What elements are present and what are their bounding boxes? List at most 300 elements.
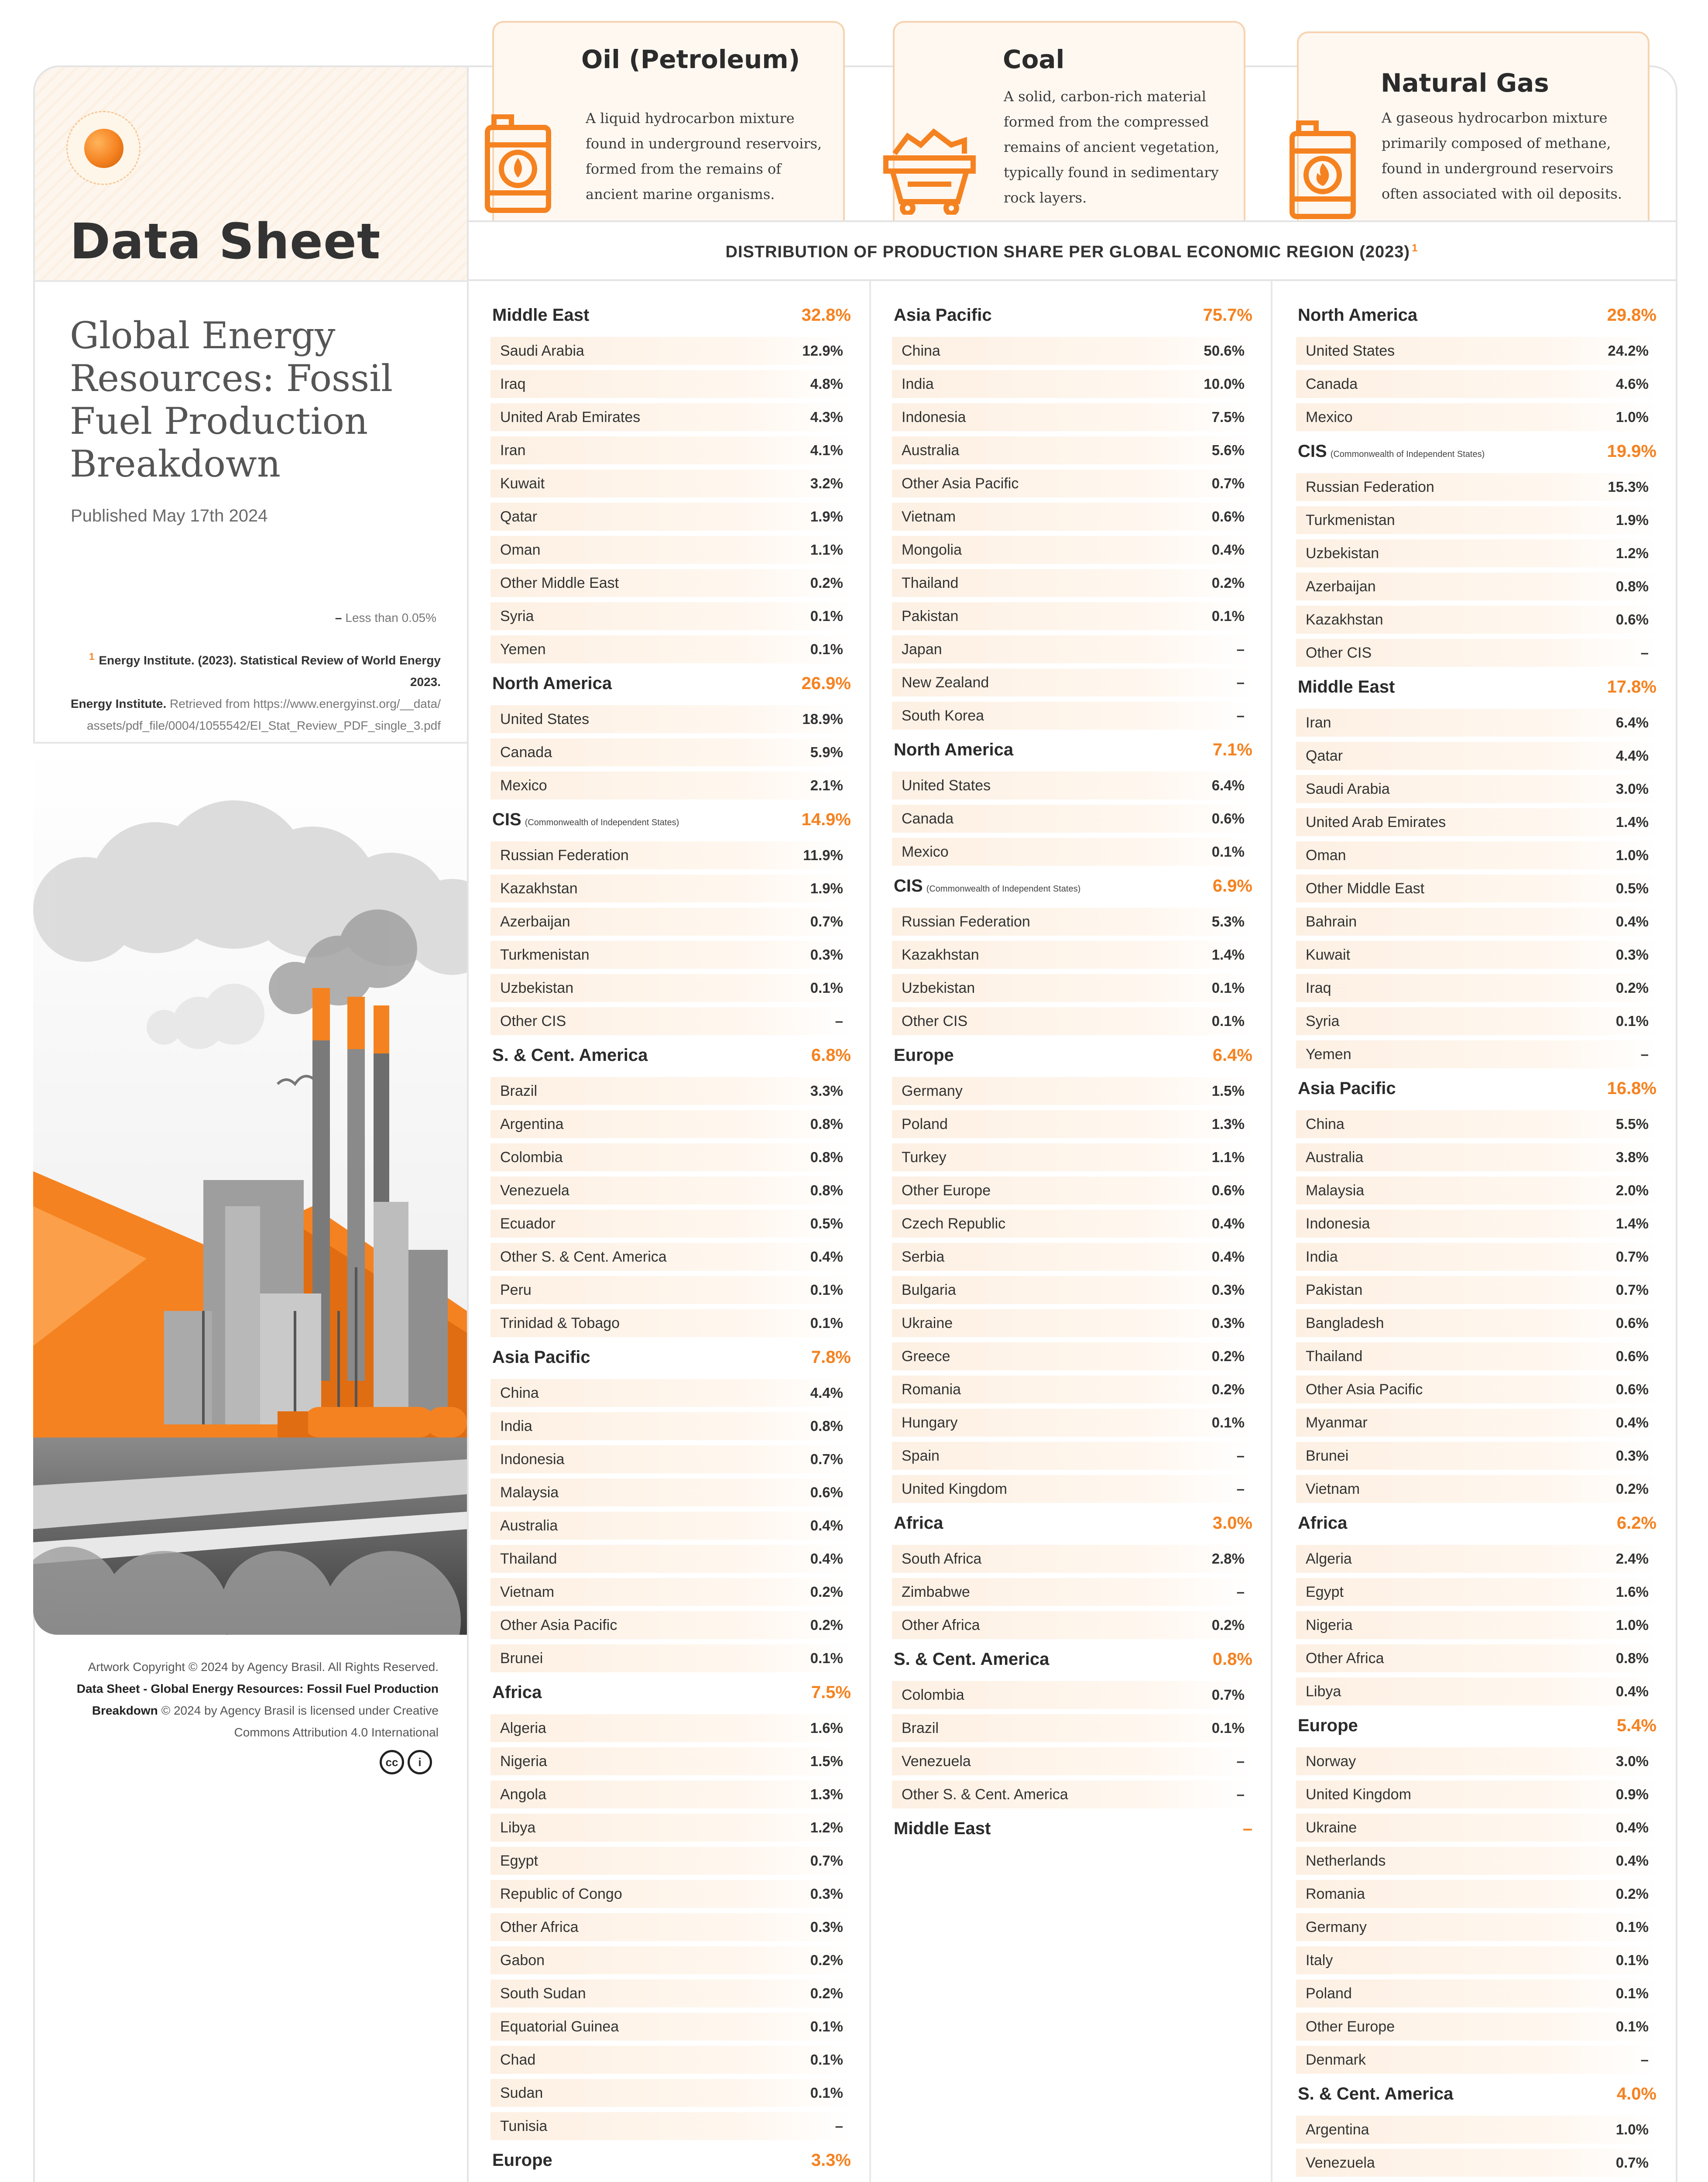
country-row [490, 1611, 853, 1639]
country-share: 1.4% [1615, 814, 1649, 830]
country-share: 0.1% [810, 1650, 843, 1666]
country-share: 5.5% [1615, 1116, 1649, 1132]
natural-gas-card [1297, 31, 1650, 222]
coal-card [893, 21, 1245, 222]
country-row [892, 1781, 1254, 1808]
region-name: Africa [1298, 1513, 1348, 1533]
country-name: China [1306, 1115, 1344, 1132]
country-name: United Kingdom [902, 1480, 1007, 1497]
country-row [1296, 1110, 1658, 1138]
country-row [490, 1644, 853, 1672]
natural-gas-column [1296, 305, 1658, 2182]
country-name: United Kingdom [1306, 1786, 1411, 1803]
attribution-icon: i [408, 1750, 432, 1774]
country-share: 3.0% [1615, 1753, 1649, 1769]
region-header [892, 1650, 1254, 1681]
country-name: Syria [500, 607, 534, 624]
country-row [490, 738, 853, 766]
country-row [1296, 2149, 1658, 2177]
country-row [1296, 539, 1658, 567]
country-share: 0.8% [1615, 1650, 1649, 1666]
region-name: CIS (Commonwealth of Independent States) [1298, 442, 1485, 461]
country-row [1296, 1611, 1658, 1639]
country-name: Czech Republic [902, 1215, 1006, 1232]
country-name: Tunisia [500, 2117, 548, 2134]
country-name: China [902, 342, 940, 359]
country-row [892, 941, 1254, 969]
country-share: 0.1% [810, 1315, 843, 1331]
refinery-artwork [33, 744, 467, 1635]
copyright-notice [70, 1656, 439, 1743]
footnote-text: Retrieved from https://www.energyinst.org/__data/ assets/pdf_file/0004/1055542/EI_Stat_Review_PDF_single_3.pdf [87, 697, 441, 733]
country-name: Mexico [902, 843, 949, 860]
region-name: Middle East [492, 305, 590, 325]
country-row [892, 1409, 1254, 1437]
license-line: © 2024 by Agency Brasil is licensed under Creative Commons Attribution 4.0 International [161, 1704, 439, 1739]
region-share: 7.5% [811, 1683, 851, 1702]
country-row [490, 1479, 853, 1506]
region-header [892, 1046, 1254, 1077]
country-share: 6.4% [1615, 714, 1649, 731]
country-row [1296, 1007, 1658, 1035]
country-name: United Arab Emirates [500, 408, 641, 425]
region-header [892, 740, 1254, 772]
country-name: Ecuador [500, 1215, 556, 1232]
country-row [490, 1512, 853, 1540]
country-share: 0.1% [810, 641, 843, 657]
country-row [490, 2046, 853, 2074]
country-share: 10.0% [1204, 376, 1245, 392]
region-share: 5.4% [1616, 1716, 1657, 1735]
coal-column [892, 305, 1254, 1861]
country-name: Trinidad & Tobago [500, 1314, 620, 1331]
country-row [490, 370, 853, 398]
country-row [490, 1747, 853, 1775]
country-row [892, 503, 1254, 531]
country-share: 0.9% [1615, 1786, 1649, 1802]
country-name: Australia [500, 1517, 558, 1534]
region-block [1296, 2084, 1658, 2182]
country-row [490, 1880, 853, 1908]
country-row [1296, 2116, 1658, 2144]
footnote-mark: 1 [89, 651, 95, 662]
country-name: Vietnam [902, 508, 956, 525]
country-row [892, 1545, 1254, 1573]
country-share: 0.4% [1615, 1853, 1649, 1869]
country-name: Brunei [500, 1650, 543, 1667]
country-name: Venezuela [902, 1753, 971, 1770]
country-share: – [1236, 1753, 1245, 1769]
country-row [1296, 506, 1658, 534]
oil-barrel-icon [481, 114, 555, 215]
country-name: Mexico [500, 777, 547, 794]
country-name: Other Asia Pacific [902, 475, 1019, 492]
country-share: 0.8% [810, 1418, 843, 1434]
country-row [892, 1110, 1254, 1138]
country-name: Venezuela [1306, 2154, 1375, 2171]
country-name: Netherlands [1306, 1852, 1386, 1869]
region-name: Asia Pacific [894, 305, 992, 325]
country-row [1296, 775, 1658, 803]
country-row [490, 1177, 853, 1204]
country-name: Other CIS [500, 1012, 566, 1029]
chart-header-bottom-rule [468, 279, 1676, 281]
country-name: Indonesia [500, 1451, 565, 1468]
country-row [892, 1210, 1254, 1238]
country-row [1296, 742, 1658, 770]
country-share: 0.2% [1615, 1886, 1649, 1902]
country-name: Hungary [902, 1414, 958, 1431]
country-name: Egypt [1306, 1583, 1344, 1600]
country-share: 50.6% [1204, 343, 1245, 359]
country-share: – [1236, 1481, 1245, 1497]
country-share: 6.4% [1211, 777, 1245, 793]
country-row [1296, 875, 1658, 902]
region-share: 17.8% [1607, 677, 1657, 696]
country-name: Canada [1306, 375, 1358, 392]
country-row [490, 2112, 853, 2140]
country-row [490, 403, 853, 431]
country-row [892, 1578, 1254, 1606]
country-share: 0.6% [1211, 508, 1245, 525]
country-name: Italy [1306, 1952, 1333, 1969]
region-name: S. & Cent. America [894, 1650, 1049, 1669]
country-share: 1.6% [810, 1720, 843, 1736]
country-name: Other Middle East [1306, 880, 1425, 897]
cc-license-badge[interactable] [380, 1750, 432, 1774]
country-row [1296, 808, 1658, 836]
country-share: 0.1% [1615, 1919, 1649, 1935]
country-row [892, 1077, 1254, 1105]
country-row [490, 1379, 853, 1407]
oil-card [492, 21, 845, 222]
sheet-title: Data Sheet [70, 213, 381, 270]
country-name: Malaysia [1306, 1182, 1365, 1199]
country-row [1296, 1880, 1658, 1908]
country-share: 0.4% [1211, 1249, 1245, 1265]
country-name: Other Asia Pacific [500, 1616, 617, 1633]
country-name: Kazakhstan [902, 946, 979, 963]
country-name: Vietnam [500, 1583, 555, 1600]
country-name: Myanmar [1306, 1414, 1368, 1431]
energy-logo-icon [66, 111, 141, 185]
region-header [490, 1348, 853, 1379]
region-share: – [1242, 1819, 1252, 1838]
country-share: 4.1% [810, 442, 843, 458]
region-block [490, 810, 853, 1035]
region-name: S. & Cent. America [492, 1046, 648, 1065]
country-name: Oman [500, 541, 541, 558]
country-row [490, 536, 853, 564]
country-row [1296, 1276, 1658, 1304]
country-row [490, 1007, 853, 1035]
country-share: 0.3% [1211, 1282, 1245, 1298]
country-name: Norway [1306, 1753, 1356, 1770]
country-share: 1.9% [810, 508, 843, 525]
country-name: India [1306, 1248, 1338, 1265]
country-share: 0.6% [1615, 611, 1649, 628]
column-divider [869, 281, 871, 2182]
country-share: 0.4% [1615, 1683, 1649, 1699]
country-row [1296, 606, 1658, 634]
country-name: Thailand [902, 574, 959, 591]
country-row [490, 2013, 853, 2041]
country-share: 18.9% [802, 711, 843, 727]
country-name: Iraq [500, 375, 526, 392]
region-share: 6.8% [811, 1046, 851, 1065]
country-share: 0.6% [1211, 1182, 1245, 1198]
country-row [490, 1445, 853, 1473]
country-share: 4.8% [810, 376, 843, 392]
region-block [892, 305, 1254, 730]
region-share: 19.9% [1607, 442, 1657, 461]
country-share: – [1640, 645, 1649, 661]
region-share: 4.0% [1616, 2084, 1657, 2103]
country-name: Denmark [1306, 2051, 1366, 2068]
region-name: Middle East [1298, 677, 1395, 696]
country-row [892, 805, 1254, 833]
country-name: Algeria [1306, 1550, 1352, 1567]
country-row [490, 772, 853, 799]
country-name: Brunei [1306, 1447, 1349, 1464]
country-share: 15.3% [1608, 479, 1649, 495]
country-row [1296, 1913, 1658, 1941]
published-date: Published May 17th 2024 [71, 506, 268, 525]
country-name: Oman [1306, 847, 1346, 864]
region-share: 16.8% [1607, 1079, 1657, 1098]
country-share: – [1236, 707, 1245, 724]
country-share: 1.6% [1615, 1584, 1649, 1600]
country-share: 1.0% [1615, 847, 1649, 863]
country-row [490, 470, 853, 497]
country-share: 0.5% [1615, 880, 1649, 896]
country-name: United States [1306, 342, 1395, 359]
region-block [1296, 1716, 1658, 2074]
country-share: 5.3% [1211, 913, 1245, 930]
country-name: Other Africa [500, 1918, 579, 1935]
country-name: India [500, 1417, 532, 1434]
country-share: 0.2% [810, 1617, 843, 1633]
country-name: Libya [500, 1819, 536, 1836]
source-footnote [70, 646, 441, 737]
country-share: 0.6% [1615, 1381, 1649, 1397]
country-name: Algeria [500, 1719, 546, 1736]
region-name: Middle East [894, 1819, 991, 1838]
country-row [892, 1611, 1254, 1639]
region-header [490, 2151, 853, 2182]
country-share: 0.8% [810, 1116, 843, 1132]
region-header [490, 674, 853, 705]
country-name: Russian Federation [500, 847, 629, 864]
region-name: S. & Cent. America [1298, 2084, 1454, 2103]
country-name: Colombia [902, 1686, 964, 1703]
country-row [1296, 573, 1658, 600]
country-name: Syria [1306, 1012, 1340, 1029]
country-row [1296, 1678, 1658, 1705]
region-share: 3.0% [1212, 1513, 1252, 1533]
region-block [892, 1819, 1254, 1850]
region-header [892, 1819, 1254, 1850]
country-share: 0.4% [1615, 913, 1649, 930]
country-share: – [1236, 1584, 1245, 1600]
region-header [892, 876, 1254, 908]
oil-card-description: A liquid hydrocarbon mixture found in underground reservoirs, formed from the remains of ancient marine organisms. [586, 110, 822, 202]
country-share: 0.2% [1211, 1348, 1245, 1364]
country-name: Turkey [902, 1149, 947, 1166]
country-row [490, 1913, 853, 1941]
country-name: Canada [902, 810, 954, 827]
country-name: Kuwait [500, 475, 545, 492]
country-share: 0.7% [1615, 1282, 1649, 1298]
region-share: 6.2% [1616, 1513, 1657, 1533]
region-block [490, 2151, 853, 2182]
country-share: 0.3% [810, 1919, 843, 1935]
country-share: 4.6% [1615, 376, 1649, 392]
country-row [1296, 1309, 1658, 1337]
country-name: Bulgaria [902, 1281, 956, 1298]
country-share: 0.1% [1615, 1952, 1649, 1968]
country-share: 1.9% [810, 880, 843, 896]
region-header [490, 810, 853, 841]
country-row [490, 1412, 853, 1440]
natural-gas-card-description: A gaseous hydrocarbon mixture primarily composed of methane, found in underground reservoirs often associated with oil deposits. [1382, 110, 1622, 202]
country-name: Sudan [500, 2084, 543, 2101]
region-block [892, 1513, 1254, 1639]
country-row [1296, 941, 1658, 969]
country-row [1296, 1409, 1658, 1437]
country-row [892, 838, 1254, 866]
country-share: 0.4% [1615, 1819, 1649, 1835]
country-name: Ukraine [1306, 1819, 1357, 1836]
country-share: 0.1% [1615, 1013, 1649, 1029]
country-row [490, 337, 853, 365]
country-name: United Arab Emirates [1306, 813, 1446, 830]
country-row [490, 1309, 853, 1337]
country-name: Uzbekistan [902, 979, 975, 996]
country-row [892, 536, 1254, 564]
country-name: Angola [500, 1786, 546, 1803]
country-row [1296, 1243, 1658, 1271]
country-name: Australia [902, 442, 960, 459]
country-name: Kuwait [1306, 946, 1351, 963]
country-row [490, 974, 853, 1002]
country-share: 0.7% [810, 1853, 843, 1869]
country-name: Qatar [500, 508, 538, 525]
sheet-header-panel [35, 67, 467, 281]
country-name: Republic of Congo [500, 1885, 622, 1902]
country-name: Uzbekistan [1306, 545, 1379, 562]
country-name: Kazakhstan [500, 880, 578, 897]
country-share: 5.9% [810, 744, 843, 760]
country-name: Romania [902, 1381, 961, 1398]
country-name: Germany [1306, 1918, 1367, 1935]
country-row [490, 841, 853, 869]
country-share: 5.6% [1211, 442, 1245, 458]
coal-cart-icon [881, 127, 977, 215]
country-row [892, 908, 1254, 936]
region-block [1296, 677, 1658, 1068]
region-share: 32.8% [801, 305, 851, 325]
country-row [892, 403, 1254, 431]
country-row [892, 1475, 1254, 1503]
region-name: Europe [894, 1046, 954, 1065]
country-name: Yemen [500, 641, 546, 658]
legend-note [305, 611, 436, 625]
country-name: Other Asia Pacific [1306, 1381, 1423, 1398]
region-block [490, 1348, 853, 1672]
region-header [892, 305, 1254, 337]
country-row [1296, 473, 1658, 501]
country-name: Other Europe [902, 1182, 991, 1199]
country-share: 3.2% [810, 475, 843, 491]
country-row [1296, 1210, 1658, 1238]
region-header [1296, 2084, 1658, 2116]
region-share: 7.8% [811, 1348, 851, 1367]
document-title: Global Energy Resources: Fossil Fuel Production Breakdown [70, 314, 393, 485]
country-row [1296, 1747, 1658, 1775]
country-name: Iran [500, 442, 526, 459]
country-name: Iraq [1306, 979, 1331, 996]
country-row [892, 702, 1254, 730]
region-block [892, 740, 1254, 866]
country-share: 0.1% [1211, 1013, 1245, 1029]
country-name: Gabon [500, 1952, 545, 1969]
country-share: – [1640, 2052, 1649, 2068]
country-share: 0.6% [1615, 1315, 1649, 1331]
chart-header-top-rule [468, 220, 1676, 222]
country-row [490, 1781, 853, 1808]
country-name: Brazil [902, 1719, 939, 1736]
country-name: Pakistan [902, 607, 959, 624]
country-row [490, 1143, 853, 1171]
country-share: 1.0% [1615, 409, 1649, 425]
country-share: 0.3% [1211, 1315, 1245, 1331]
country-name: Australia [1306, 1149, 1364, 1166]
country-name: Kazakhstan [1306, 611, 1383, 628]
region-name: Asia Pacific [1298, 1079, 1396, 1098]
country-share: – [1236, 1448, 1245, 1464]
region-name: Europe [492, 2151, 552, 2170]
country-share: 0.5% [810, 1215, 843, 1232]
country-name: Other Europe [1306, 2018, 1395, 2035]
country-row [892, 1342, 1254, 1370]
country-share: 7.5% [1211, 409, 1245, 425]
country-name: Greece [902, 1348, 950, 1365]
country-name: Other Middle East [500, 574, 619, 591]
country-row [1296, 370, 1658, 398]
country-row [892, 1747, 1254, 1775]
country-name: Egypt [500, 1852, 538, 1869]
country-row [892, 370, 1254, 398]
region-name: Asia Pacific [492, 1348, 590, 1367]
country-share: 0.6% [1615, 1348, 1649, 1364]
country-share: 0.1% [1211, 844, 1245, 860]
country-name: Vietnam [1306, 1480, 1360, 1497]
region-note: (Commonwealth of Independent States) [926, 884, 1081, 894]
country-name: Mexico [1306, 408, 1353, 425]
country-name: Germany [902, 1082, 963, 1099]
country-share: 0.1% [810, 2018, 843, 2034]
country-name: Chad [500, 2051, 536, 2068]
region-name: North America [894, 740, 1014, 759]
country-row [1296, 709, 1658, 737]
coal-card-title: Coal [1003, 45, 1065, 74]
country-share: 1.5% [810, 1753, 843, 1769]
country-share: 0.2% [810, 575, 843, 591]
country-share: 0.1% [1615, 2018, 1649, 2034]
country-share: – [1640, 1046, 1649, 1062]
country-share: 1.5% [1211, 1083, 1245, 1099]
